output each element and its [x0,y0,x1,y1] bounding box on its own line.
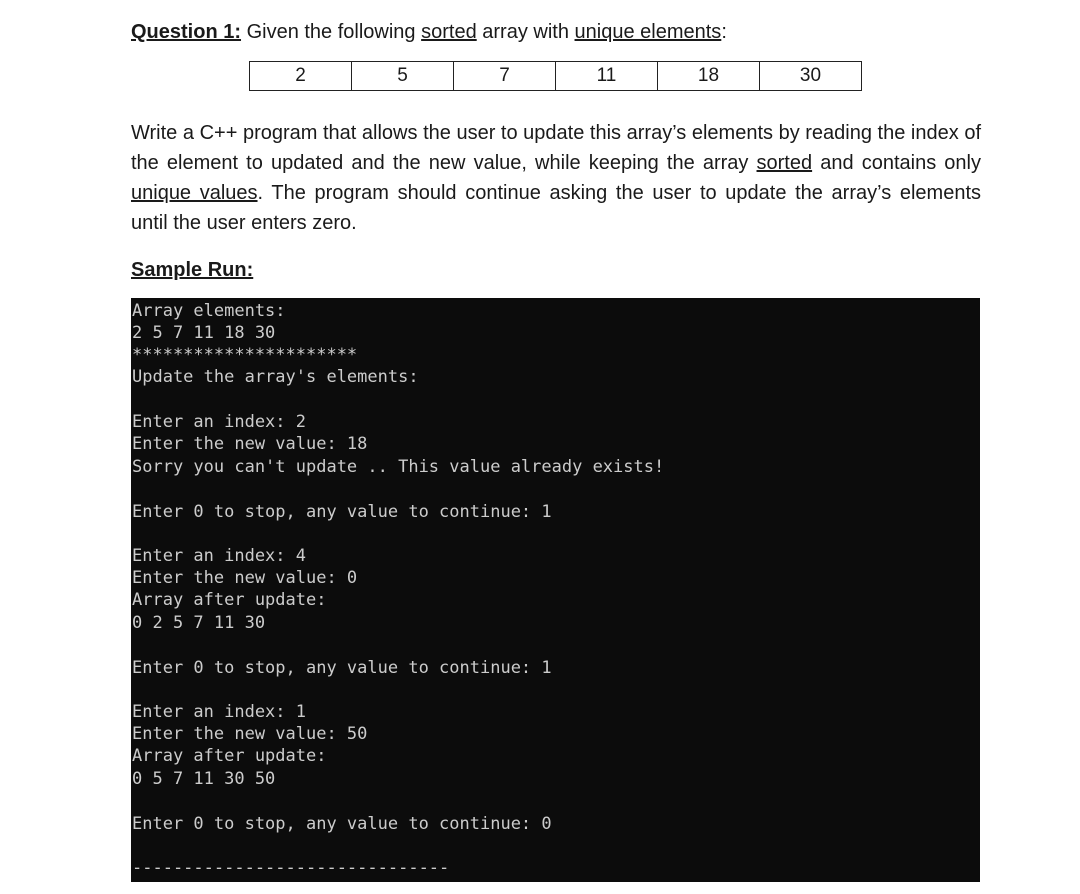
question-term-sorted: sorted [421,21,477,43]
console-line: Array after update: [132,746,327,766]
array-table [249,61,862,91]
console-line: ********************** [132,345,358,365]
array-cell: 2 [250,62,352,91]
problem-description [131,118,981,238]
description-part2: and contains only [812,152,981,174]
array-cell: 30 [760,62,862,91]
description-term-sorted: sorted [756,152,813,174]
array-cell: 5 [352,62,454,91]
console-line: Sorry you can't update .. This value already exists! [132,457,665,477]
console-line: Update the array's elements: [132,367,419,387]
question-label: Question 1: [131,21,242,43]
array-cell: 7 [454,62,556,91]
question-term-unique: unique elements [574,21,722,43]
description-part1: Write a C++ program that allows the user to update this array’s elements by reading the index of the element to updated and the new value, while keeping the array [131,122,981,174]
question-text-before: Given the following [241,21,422,43]
console-line: Enter the new value: 0 [132,568,358,588]
sample-run-heading: Sample Run: [131,259,254,281]
array-cell: 18 [658,62,760,91]
console-line: Enter the new value: 50 [132,724,368,744]
console-line: Enter 0 to stop, any value to continue: 1 [132,658,552,678]
question-heading [131,18,727,46]
console-line: Array after update: [132,590,327,610]
console-line: Array elements: [132,301,286,321]
array-cell: 11 [556,62,658,91]
console-line: ------------------------------- [132,858,450,878]
console-line: Enter the new value: 18 [132,434,368,454]
console-line: Enter an index: 4 [132,546,306,566]
console-line: 0 5 7 11 30 50 [132,769,276,789]
console-line: Enter an index: 1 [132,702,306,722]
console-line: 0 2 5 7 11 30 [132,613,266,633]
description-part3: . The program should continue asking the user to update the array’s elements until the user enters zero. [131,182,981,234]
console-window [131,298,980,882]
console-line: Enter 0 to stop, any value to continue: 0 [132,814,552,834]
console-line: 2 5 7 11 18 30 [132,323,276,343]
array-row [250,62,862,91]
console-line: Enter 0 to stop, any value to continue: 1 [132,502,552,522]
description-term-unique: unique values [131,182,258,204]
question-text-middle: array with [476,21,575,43]
question-text-end: : [721,21,727,43]
console-line: Enter an index: 2 [132,412,306,432]
